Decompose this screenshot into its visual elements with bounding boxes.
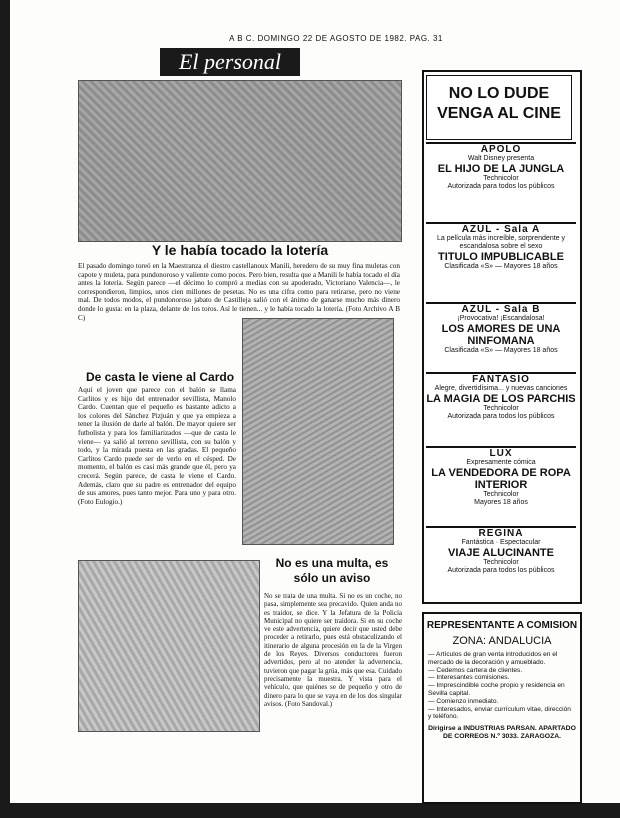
job-title: REPRESENTANTE A COMISION: [426, 620, 578, 631]
ad-line2: Clasificada «S» — Mayores 18 años: [444, 347, 558, 354]
page-header: A B C. DOMINGO 22 DE AGOSTO DE 1982. PAG. 31: [229, 34, 443, 43]
list-item: — Comienzo inmediato.: [428, 697, 499, 705]
ad-name: REGINA: [478, 528, 524, 539]
ad-line2: Technicolor: [483, 175, 519, 182]
ad-line3: Autorizada para todos los públicos: [447, 183, 555, 190]
ad-title: VIAJE ALUCINANTE: [448, 547, 554, 559]
ad-name: FANTASIO: [472, 374, 530, 385]
ad-title: EL HIJO DE LA JUNGLA: [437, 163, 565, 175]
ad-line3: Autorizada para todos los públicos: [447, 413, 555, 420]
ad-regina: [426, 526, 576, 600]
ad-lux: [426, 446, 576, 526]
story1-headline: Y le había tocado la lotería: [151, 242, 329, 258]
ad-title: LOS AMORES DE UNA NINFOMANA: [441, 323, 561, 347]
ad-line2: Clasificada «S» — Mayores 18 años: [444, 263, 558, 270]
ad-line1: Fantástica · Espectacular: [461, 539, 541, 546]
parking-notice-photo: [78, 560, 260, 732]
job-ad: [422, 612, 582, 804]
list-item: — Cedemos cartera de clientes.: [428, 666, 523, 674]
ad-line3: Mayores 18 años: [474, 499, 528, 506]
ad-line3: Autorizada para todos los públicos: [447, 567, 555, 574]
ad-name: AZUL - Sala A: [461, 224, 541, 235]
list-item: — Interesados, enviar currículum vitae, dirección y teléfono.: [428, 705, 571, 721]
ad-name: AZUL - Sala B: [461, 304, 541, 315]
ad-apolo: [426, 142, 576, 222]
page-edge-bottom: [0, 803, 620, 818]
ad-line2: Technicolor: [483, 405, 519, 412]
ad-azul-b: [426, 302, 576, 372]
story3-body: No se trata de una multa. Si no es un coche, no pasa, simplemente sea precavido. Quien anda no es traidor, se dice. Y la Jefatura de la Policía Municipal no quiere ser traidora. Si en su coche ve este advertencia, quiere decir que usted debe proceder a retirarlo, pues está obstaculizando el itinerario de alguna procesión en la de la Virgen de los Reyes. Diversos conductores fueron advertidos, pero al no atender la advertencia, tuvieron que pagar la grúa, más que esa. Cuidado precisamente la muestra. Y vista para el vehículo, que quiénes se de pequeño y otro de dinero para lo que se vaya en de los dos singular avisos. (Foto Sandoval.): [264, 592, 403, 708]
job-zone: ZONA: ANDALUCIA: [452, 635, 552, 647]
list-item: — Artículos de gran venta introducidos en el mercado de la decoración y amueblado.: [428, 651, 558, 666]
ad-name: APOLO: [480, 144, 522, 155]
ad-fantasio: [426, 372, 576, 444]
bull-photo: [78, 80, 402, 242]
ad-line1: La película más increíble, sorprendente y escandalosa sobre el sexo: [436, 235, 566, 250]
ad-azul-a: [426, 222, 576, 302]
story3-headline: No es una multa, es sólo un aviso: [275, 556, 389, 585]
story1-body: El pasado domingo toreó en la Maestranza el diestro castellanoux Manili, heredero de su muy fina muletas con capote y muleta, para pundonoroso y valiente como pocos. Pero bien, resulta que a Manili le había tocado el día antes la lotería. Según parece —el décimo lo compró a medias con su apoderado, Victoriano Valencia—, le correspondieron, limpios, unos cien millones de pesetas. No es una cifra como para retirarse, pero no viene mal. De todos modos, el pundonoroso jabato de Castilleja salió con el ánimo de ganarse mucho más dinero donde lo gusta: en la plaza, delante de los toros. Así le tienen... y le había tocado la lotería. (Foto Archivo A B C): [78, 262, 400, 322]
ad-title: LA VENDEDORA DE ROPA INTERIOR: [431, 467, 571, 491]
section-title: El personal: [160, 48, 300, 76]
cinema-banner: NO LO DUDE VENGA AL CINE: [426, 75, 572, 140]
job-footer: Dirigirse a INDUSTRIAS PARSAN. APARTADO DE CORREOS N.º 3033. ZARAGOZA.: [428, 725, 576, 741]
ad-line1: Expresamente cómica: [466, 459, 536, 466]
ad-line1: ¡Provocativa! ¡Escandalosa!: [457, 315, 545, 322]
ad-line1: Walt Disney presenta: [467, 155, 535, 162]
ad-name: LUX: [489, 448, 513, 459]
list-item: — Imprescindible coche propio y residencia en Sevilla capital.: [428, 682, 565, 697]
child-football-photo: [242, 318, 394, 545]
ad-line1: Alegre, divertidísima... y nuevas canciones: [434, 385, 568, 392]
story2-body: Aquí el joven que parece con el balón se llama Carlitos y es hijo del entrenador sevillista, Manolo Cardo. Cuentan que el pequeño es bastante adicto a los colores del Sánchez Pizjuán y que ya empieza a tener la ilusión de darle al balón. De mayor quiere ser futbolista y para los familiarizados —que de casta le viene— ya salió al terreno sevillista, con su balón y todo, y la mirada puesta en las gradas. El pequeño Carlitos Cardo puede ser de verlo en el césped. De momento, el balón es casi más grande que él, pero ya crecerá. Según parece, de casta le viene el Cardo. Además, claro que su padre es entrenador del equipo de sus amores, pues tanto mejor. Para uno y para otro. (Foto Eulogio.): [78, 386, 236, 506]
ad-title: LA MAGIA DE LOS PARCHIS: [426, 393, 576, 405]
page-edge-left: [0, 0, 10, 818]
job-items: [428, 651, 576, 721]
list-item: — Interesantes comisiones.: [428, 674, 510, 682]
ad-title: TITULO IMPUBLICABLE: [438, 251, 564, 263]
ad-line2: Technicolor: [483, 491, 519, 498]
ad-line2: Technicolor: [483, 559, 519, 566]
story2-headline: De casta le viene al Cardo: [85, 370, 235, 384]
